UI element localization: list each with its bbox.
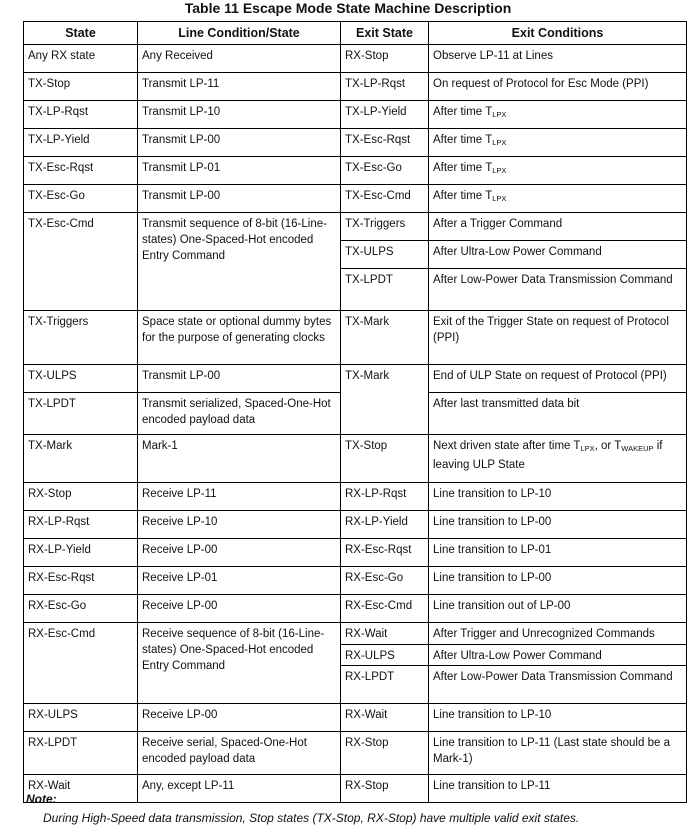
cell-state: RX-ULPS: [24, 704, 138, 732]
cell-exit: RX-LPDT: [341, 666, 429, 704]
table-row: [24, 101, 687, 129]
cell-cond: Exit of the Trigger State on request of Protocol (PPI): [429, 311, 687, 365]
escape-mode-table: [23, 21, 687, 803]
cell-line: Transmit LP-11: [138, 73, 341, 101]
table-row: [24, 775, 687, 803]
cell-exit: RX-Stop: [341, 775, 429, 803]
table-row: [24, 365, 687, 393]
cond-text: After time T: [433, 162, 493, 174]
table-row: [24, 311, 687, 365]
cell-cond: After a Trigger Command: [429, 213, 687, 241]
cell-cond: After Ultra-Low Power Command: [429, 645, 687, 666]
cell-line: Receive LP-11: [138, 483, 341, 511]
cell-line: Receive LP-00: [138, 595, 341, 623]
cell-exit: TX-Mark: [341, 365, 429, 435]
cell-exit: TX-Esc-Rqst: [341, 129, 429, 157]
table-row: [24, 539, 687, 567]
cell-state: RX-Stop: [24, 483, 138, 511]
cell-exit: TX-LP-Rqst: [341, 73, 429, 101]
cell-cond: Line transition out of LP-00: [429, 595, 687, 623]
cell-exit: RX-Wait: [341, 623, 429, 645]
cell-cond: After Trigger and Unrecognized Commands: [429, 623, 687, 645]
cell-exit: TX-Mark: [341, 311, 429, 365]
cell-exit: RX-Stop: [341, 45, 429, 73]
cell-exit: RX-Wait: [341, 704, 429, 732]
table-row: [24, 623, 687, 645]
table-row: [24, 185, 687, 213]
cell-cond: Line transition to LP-11: [429, 775, 687, 803]
table-row: [24, 511, 687, 539]
header-line-condition: Line Condition/State: [138, 22, 341, 45]
note-text: During High-Speed data transmission, Stop states (TX-Stop, RX-Stop) have multiple valid exit states.: [43, 811, 580, 825]
header-state: State: [24, 22, 138, 45]
cell-exit: RX-Stop: [341, 732, 429, 775]
cell-cond: Line transition to LP-11 (Last state should be a Mark-1): [429, 732, 687, 775]
cell-exit: TX-Stop: [341, 435, 429, 483]
cond-subscript: LPX: [580, 444, 595, 453]
cell-state: RX-Wait: [24, 775, 138, 803]
cond-subscript: LPX: [492, 194, 507, 203]
cell-line: Transmit LP-00: [138, 365, 341, 393]
cell-exit: TX-ULPS: [341, 241, 429, 269]
cell-state: RX-LP-Yield: [24, 539, 138, 567]
cell-cond: [429, 435, 687, 483]
cell-state: TX-Triggers: [24, 311, 138, 365]
cell-cond: Line transition to LP-00: [429, 567, 687, 595]
cell-cond: Line transition to LP-00: [429, 511, 687, 539]
table-row: [24, 732, 687, 775]
cell-cond: Observe LP-11 at Lines: [429, 45, 687, 73]
table-row: [24, 435, 687, 483]
cell-cond: [429, 185, 687, 213]
cell-state: RX-LP-Rqst: [24, 511, 138, 539]
cond-subscript: LPX: [492, 138, 507, 147]
table-row: [24, 73, 687, 101]
cell-cond: After Ultra-Low Power Command: [429, 241, 687, 269]
table-row: [24, 157, 687, 185]
cond-text: if leaving ULP State: [433, 440, 663, 471]
table-row: [24, 483, 687, 511]
table-row: [24, 567, 687, 595]
table-row: [24, 704, 687, 732]
cell-exit: TX-LPDT: [341, 269, 429, 311]
cell-state: RX-LPDT: [24, 732, 138, 775]
cell-line: Receive sequence of 8-bit (16-Line-states) One-Spaced-Hot encoded Entry Command: [138, 623, 341, 704]
cell-line: Transmit serialized, Spaced-One-Hot encoded payload data: [138, 393, 341, 435]
cond-text: Next driven state after time T: [433, 440, 581, 452]
cond-subscript: LPX: [492, 110, 507, 119]
cell-exit: RX-Esc-Go: [341, 567, 429, 595]
cell-state: RX-Esc-Rqst: [24, 567, 138, 595]
cell-state: TX-Esc-Cmd: [24, 213, 138, 311]
cell-line: Receive LP-01: [138, 567, 341, 595]
cell-exit: RX-Esc-Rqst: [341, 539, 429, 567]
cell-exit: TX-Esc-Cmd: [341, 185, 429, 213]
cell-state: RX-Esc-Cmd: [24, 623, 138, 704]
cell-cond: After last transmitted data bit: [429, 393, 687, 435]
cond-subscript: WAKEUP: [621, 444, 654, 453]
cell-state: TX-Mark: [24, 435, 138, 483]
cell-state: RX-Esc-Go: [24, 595, 138, 623]
header-exit-conditions: Exit Conditions: [429, 22, 687, 45]
cell-cond: [429, 157, 687, 185]
header-row: [24, 22, 687, 45]
cell-exit: TX-LP-Yield: [341, 101, 429, 129]
cell-state: Any RX state: [24, 45, 138, 73]
table-row: [24, 45, 687, 73]
cell-cond: On request of Protocol for Esc Mode (PPI): [429, 73, 687, 101]
cell-exit: RX-LP-Rqst: [341, 483, 429, 511]
cell-line: Receive LP-00: [138, 704, 341, 732]
cell-line: Space state or optional dummy bytes for the purpose of generating clocks: [138, 311, 341, 365]
cell-cond: Line transition to LP-10: [429, 483, 687, 511]
cell-cond: [429, 129, 687, 157]
cell-line: Transmit LP-01: [138, 157, 341, 185]
cell-line: Transmit sequence of 8-bit (16-Line-states) One-Spaced-Hot encoded Entry Command: [138, 213, 341, 311]
cell-line: Receive serial, Spaced-One-Hot encoded payload data: [138, 732, 341, 775]
cell-line: Receive LP-00: [138, 539, 341, 567]
cell-line: Receive LP-10: [138, 511, 341, 539]
cell-exit: RX-LP-Yield: [341, 511, 429, 539]
cell-line: Transmit LP-10: [138, 101, 341, 129]
cell-line: Mark-1: [138, 435, 341, 483]
cell-state: TX-LPDT: [24, 393, 138, 435]
cell-exit: RX-ULPS: [341, 645, 429, 666]
header-exit-state: Exit State: [341, 22, 429, 45]
cell-state: TX-LP-Rqst: [24, 101, 138, 129]
cell-cond: Line transition to LP-10: [429, 704, 687, 732]
cell-cond: After Low-Power Data Transmission Command: [429, 666, 687, 704]
table-row: [24, 595, 687, 623]
cond-text: After time T: [433, 190, 493, 202]
cell-cond: After Low-Power Data Transmission Command: [429, 269, 687, 311]
cell-exit: TX-Esc-Go: [341, 157, 429, 185]
table-row: [24, 129, 687, 157]
cell-state: TX-Esc-Go: [24, 185, 138, 213]
table-row: [24, 213, 687, 241]
cond-text: After time T: [433, 134, 493, 146]
cell-cond: [429, 101, 687, 129]
table-title: Table 11 Escape Mode State Machine Description: [184, 0, 512, 16]
cell-cond: Line transition to LP-01: [429, 539, 687, 567]
cell-exit: RX-Esc-Cmd: [341, 595, 429, 623]
cell-line: Any, except LP-11: [138, 775, 341, 803]
cell-line: Transmit LP-00: [138, 129, 341, 157]
cond-text: After time T: [433, 106, 493, 118]
cell-state: TX-Stop: [24, 73, 138, 101]
cell-state: TX-LP-Yield: [24, 129, 138, 157]
note-label: Note:: [26, 792, 57, 806]
cell-line: Any Received: [138, 45, 341, 73]
cell-cond: End of ULP State on request of Protocol (PPI): [429, 365, 687, 393]
cell-line: Transmit LP-00: [138, 185, 341, 213]
cell-state: TX-ULPS: [24, 365, 138, 393]
cond-text: , or T: [594, 440, 622, 452]
cell-state: TX-Esc-Rqst: [24, 157, 138, 185]
cell-exit: TX-Triggers: [341, 213, 429, 241]
cond-subscript: LPX: [492, 166, 507, 175]
